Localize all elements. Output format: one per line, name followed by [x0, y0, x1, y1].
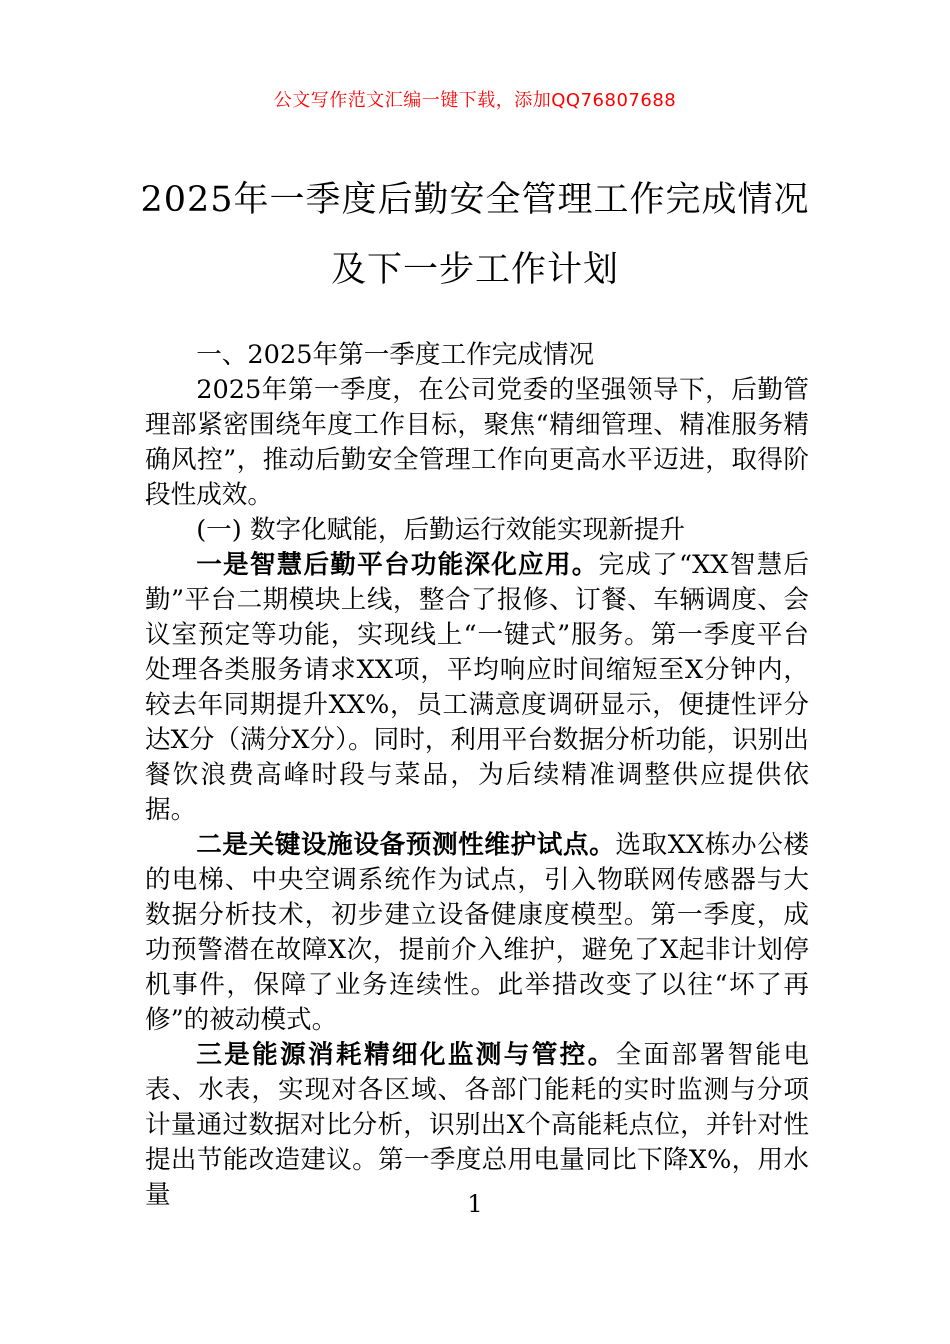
document-title-line-2: 及下一步工作计划: [330, 250, 619, 290]
item-text: 全面部署智能电表、水表，实现对各区域、各部门能耗的实时监测与分项计量通过数据对比分析，识别出X个高能耗点位，并针对性提出节能改造建议。第一季度总用电量同比下降X%，用水量: [145, 1040, 809, 1210]
item-lead: 二是关键设施设备预测性维护试点。: [196, 830, 616, 860]
item-paragraph: [145, 1038, 809, 1213]
intro-paragraph: 2025年第一季度，在公司党委的坚强领导下，后勤管理部紧密围绕年度工作目标，聚焦“精细管理、精准服务精确风控”，推动后勤安全管理工作向更高水平迈进，取得阶段性成效。: [145, 375, 809, 510]
item-lead: 一是智慧后勤平台功能深化应用。: [196, 550, 599, 580]
item-lead: 三是能源消耗精细化监测与管控。: [196, 1040, 616, 1070]
document-title-line-1: 2025年一季度后勤安全管理工作完成情况: [140, 180, 810, 220]
section-heading: 一、2025年第一季度工作完成情况: [196, 340, 595, 370]
item-paragraph: [145, 548, 809, 828]
header-note: 公文写作范文汇编一键下载，添加QQ76807688: [273, 90, 677, 111]
item-paragraph: [145, 828, 809, 1038]
page-number: 1: [467, 1190, 483, 1218]
item-text: 选取XX栋办公楼的电梯、中央空调系统作为试点，引入物联网传感器与大数据分析技术，初步建立设备健康度模型。第一季度，成功预警潜在故障X次，提前介入维护，避免了X起非计划停机事件，保障了业务连续性。此举措改变了以往“坏了再修”的被动模式。: [145, 830, 809, 1035]
item-text: 完成了“XX智慧后勤”平台二期模块上线，整合了报修、订餐、车辆调度、会议室预定等功能，实现线上“一键式”服务。第一季度平台处理各类服务请求XX项，平均响应时间缩短至X分钟内，较去年同期提升XX%，员工满意度调研显示，便捷性评分达X分（满分X分）。同时，利用平台数据分析功能，识别出餐饮浪费高峰时段与菜品，为后续精准调整供应提供依据。: [145, 550, 809, 825]
subsection-heading: (一) 数字化赋能，后勤运行效能实现新提升: [196, 515, 685, 545]
document-body: [145, 338, 809, 1213]
